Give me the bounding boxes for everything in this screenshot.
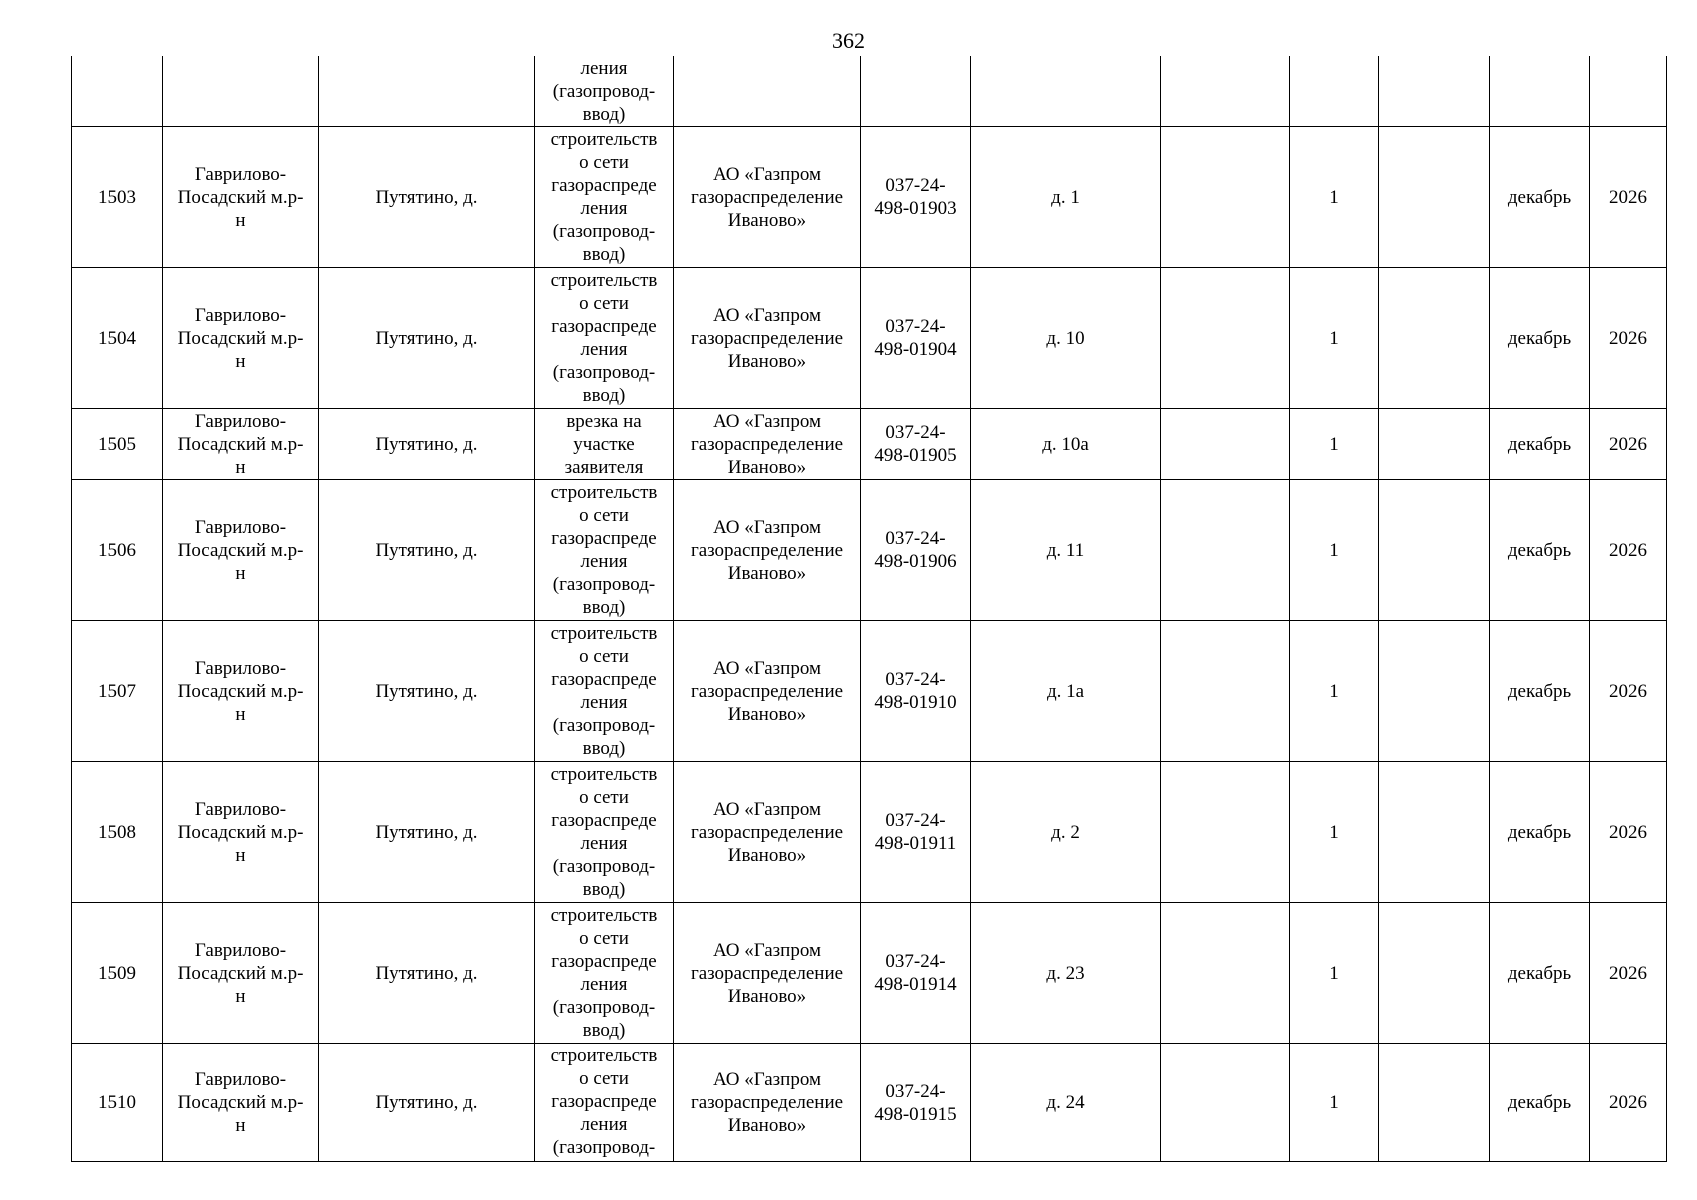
page-number: 362 [832, 28, 865, 53]
cell-district: Гаврилово- Посадский м.р- н [163, 762, 319, 903]
cell-code [861, 56, 971, 127]
cell-year: 2026 [1590, 621, 1667, 762]
cell-settlement: Путятино, д. [319, 127, 535, 268]
cell-col8 [1161, 762, 1290, 903]
cell-year: 2026 [1590, 1044, 1667, 1162]
cell-col10 [1379, 480, 1490, 621]
cell-settlement [319, 56, 535, 127]
cell-org: АО «Газпром газораспределение Иваново» [674, 127, 861, 268]
cell-num [72, 56, 163, 127]
gasification-register-table [71, 56, 1667, 1162]
cell-address: д. 1а [971, 621, 1161, 762]
table-row [72, 480, 1667, 621]
cell-col8 [1161, 409, 1290, 480]
cell-col8 [1161, 56, 1290, 127]
cell-month: декабрь [1490, 1044, 1590, 1162]
cell-col10 [1379, 762, 1490, 903]
cell-address [971, 56, 1161, 127]
cell-district: Гаврилово- Посадский м.р- н [163, 621, 319, 762]
cell-month: декабрь [1490, 903, 1590, 1044]
cell-district: Гаврилово- Посадский м.р- н [163, 480, 319, 621]
cell-code: 037-24- 498-01904 [861, 268, 971, 409]
cell-year [1590, 56, 1667, 127]
cell-org: АО «Газпром газораспределение Иваново» [674, 762, 861, 903]
cell-year: 2026 [1590, 903, 1667, 1044]
cell-address: д. 23 [971, 903, 1161, 1044]
table-row [72, 127, 1667, 268]
cell-org: АО «Газпром газораспределение Иваново» [674, 903, 861, 1044]
cell-work-type: строительств о сети газораспреде ления (газопровод- [535, 1044, 674, 1162]
cell-address: д. 1 [971, 127, 1161, 268]
cell-year: 2026 [1590, 480, 1667, 621]
cell-year: 2026 [1590, 409, 1667, 480]
cell-num: 1503 [72, 127, 163, 268]
cell-month: декабрь [1490, 409, 1590, 480]
cell-num: 1508 [72, 762, 163, 903]
cell-month [1490, 56, 1590, 127]
cell-month: декабрь [1490, 268, 1590, 409]
cell-qty: 1 [1290, 762, 1379, 903]
cell-settlement: Путятино, д. [319, 1044, 535, 1162]
cell-month: декабрь [1490, 762, 1590, 903]
cell-code: 037-24- 498-01905 [861, 409, 971, 480]
cell-col8 [1161, 903, 1290, 1044]
cell-col10 [1379, 56, 1490, 127]
cell-month: декабрь [1490, 480, 1590, 621]
table-row [72, 1044, 1667, 1162]
cell-district [163, 56, 319, 127]
cell-num: 1507 [72, 621, 163, 762]
cell-col10 [1379, 409, 1490, 480]
cell-code: 037-24- 498-01915 [861, 1044, 971, 1162]
cell-org [674, 56, 861, 127]
cell-col10 [1379, 621, 1490, 762]
cell-org: АО «Газпром газораспределение Иваново» [674, 480, 861, 621]
cell-address: д. 10 [971, 268, 1161, 409]
cell-org: АО «Газпром газораспределение Иваново» [674, 621, 861, 762]
cell-year: 2026 [1590, 762, 1667, 903]
cell-settlement: Путятино, д. [319, 409, 535, 480]
cell-col10 [1379, 903, 1490, 1044]
cell-work-type: строительств о сети газораспреде ления (газопровод- ввод) [535, 127, 674, 268]
cell-address: д. 10а [971, 409, 1161, 480]
table-row [72, 621, 1667, 762]
table-row [72, 762, 1667, 903]
cell-org: АО «Газпром газораспределение Иваново» [674, 268, 861, 409]
cell-settlement: Путятино, д. [319, 621, 535, 762]
cell-settlement: Путятино, д. [319, 480, 535, 621]
cell-year: 2026 [1590, 268, 1667, 409]
cell-col8 [1161, 621, 1290, 762]
cell-code: 037-24- 498-01914 [861, 903, 971, 1044]
cell-col8 [1161, 480, 1290, 621]
cell-col10 [1379, 268, 1490, 409]
cell-qty: 1 [1290, 903, 1379, 1044]
cell-qty [1290, 56, 1379, 127]
table-row-continuation [72, 56, 1667, 127]
cell-col10 [1379, 127, 1490, 268]
cell-qty: 1 [1290, 268, 1379, 409]
cell-qty: 1 [1290, 480, 1379, 621]
cell-work-type: строительств о сети газораспреде ления (газопровод- ввод) [535, 268, 674, 409]
cell-code: 037-24- 498-01911 [861, 762, 971, 903]
cell-col8 [1161, 268, 1290, 409]
cell-num: 1504 [72, 268, 163, 409]
cell-work-type: строительств о сети газораспреде ления (газопровод- ввод) [535, 903, 674, 1044]
cell-district: Гаврилово- Посадский м.р- н [163, 1044, 319, 1162]
cell-col10 [1379, 1044, 1490, 1162]
cell-address: д. 24 [971, 1044, 1161, 1162]
cell-work-type: ления (газопровод- ввод) [535, 56, 674, 127]
cell-num: 1505 [72, 409, 163, 480]
cell-district: Гаврилово- Посадский м.р- н [163, 268, 319, 409]
cell-qty: 1 [1290, 409, 1379, 480]
table-row [72, 903, 1667, 1044]
cell-col8 [1161, 1044, 1290, 1162]
cell-num: 1509 [72, 903, 163, 1044]
cell-district: Гаврилово- Посадский м.р- н [163, 903, 319, 1044]
cell-col8 [1161, 127, 1290, 268]
cell-year: 2026 [1590, 127, 1667, 268]
cell-address: д. 2 [971, 762, 1161, 903]
cell-settlement: Путятино, д. [319, 903, 535, 1044]
cell-num: 1506 [72, 480, 163, 621]
cell-qty: 1 [1290, 127, 1379, 268]
cell-month: декабрь [1490, 621, 1590, 762]
cell-org: АО «Газпром газораспределение Иваново» [674, 1044, 861, 1162]
cell-work-type: врезка на участке заявителя [535, 409, 674, 480]
table-row [72, 268, 1667, 409]
cell-district: Гаврилово- Посадский м.р- н [163, 409, 319, 480]
cell-org: АО «Газпром газораспределение Иваново» [674, 409, 861, 480]
table-body [72, 56, 1667, 1162]
table-row [72, 409, 1667, 480]
cell-num: 1510 [72, 1044, 163, 1162]
cell-code: 037-24- 498-01906 [861, 480, 971, 621]
cell-work-type: строительств о сети газораспреде ления (газопровод- ввод) [535, 480, 674, 621]
cell-district: Гаврилово- Посадский м.р- н [163, 127, 319, 268]
cell-qty: 1 [1290, 1044, 1379, 1162]
cell-month: декабрь [1490, 127, 1590, 268]
cell-qty: 1 [1290, 621, 1379, 762]
cell-address: д. 11 [971, 480, 1161, 621]
cell-settlement: Путятино, д. [319, 762, 535, 903]
cell-work-type: строительств о сети газораспреде ления (газопровод- ввод) [535, 621, 674, 762]
cell-work-type: строительств о сети газораспреде ления (газопровод- ввод) [535, 762, 674, 903]
cell-code: 037-24- 498-01903 [861, 127, 971, 268]
cell-code: 037-24- 498-01910 [861, 621, 971, 762]
cell-settlement: Путятино, д. [319, 268, 535, 409]
